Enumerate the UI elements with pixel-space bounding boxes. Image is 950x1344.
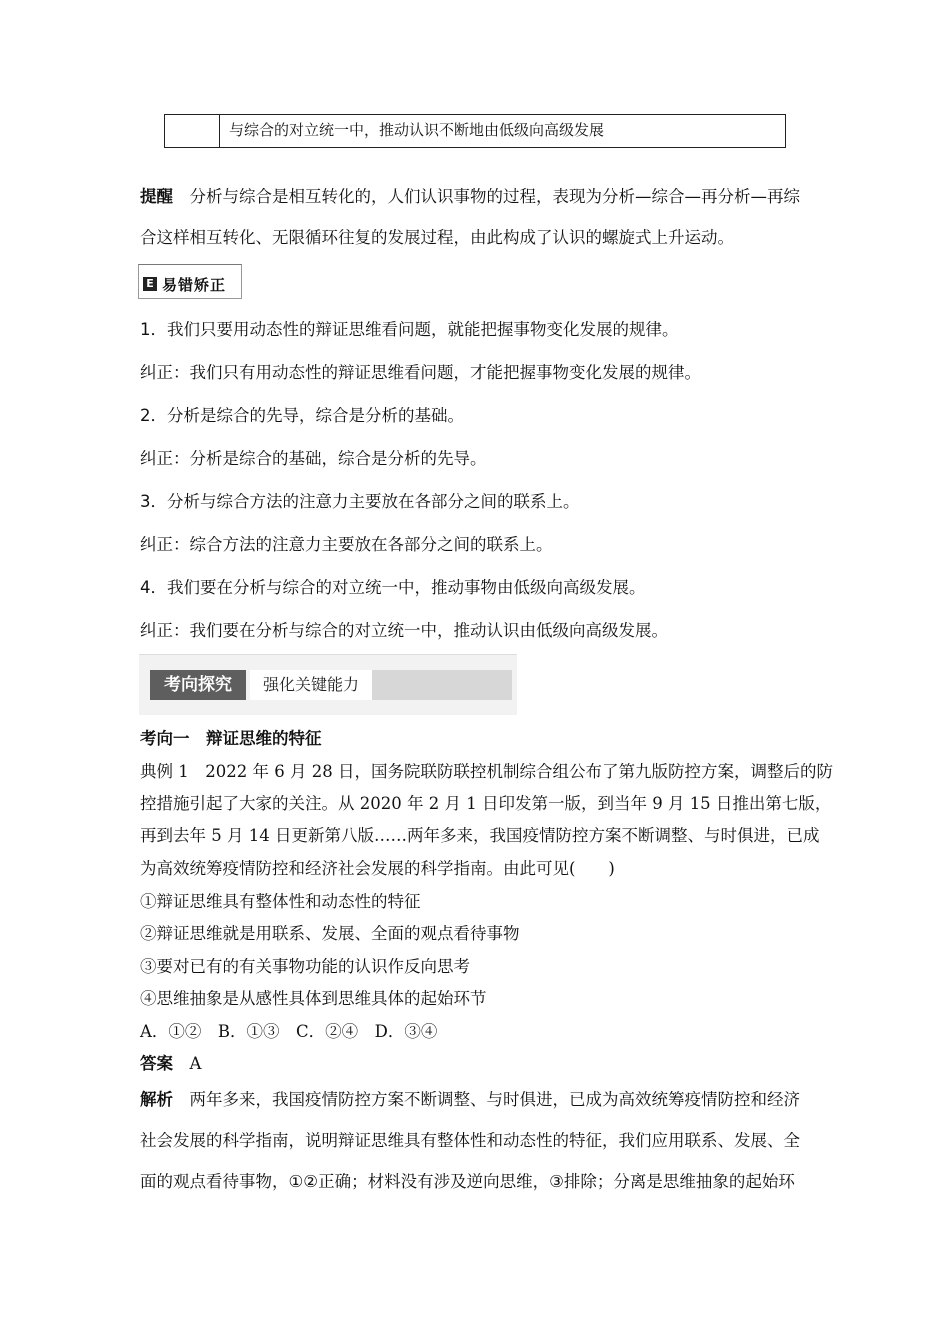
answer-line	[140, 1050, 201, 1074]
correction-4	[140, 617, 668, 641]
direction-title: 辩证思维的特征	[206, 729, 322, 748]
table-cell-text: 与综合的对立统一中，推动认识不断地由低级向高级发展	[229, 121, 605, 139]
table-empty-cell	[165, 115, 220, 147]
error-correction-heading	[138, 264, 242, 299]
banner-fill	[372, 670, 512, 700]
answer-label: 答案	[140, 1054, 173, 1073]
correction-2	[140, 445, 487, 469]
analysis-line-3: 面的观点看待事物，①②正确；材料没有涉及逆向思维，③排除；分离是思维抽象的起始环	[140, 1172, 795, 1191]
example-line-1: 典例 1 2022 年 6 月 28 日，国务院联防联控机制综合组公布了第九版防控方案，调整后的防	[140, 762, 833, 781]
tip-line-2: 合这样相互转化、无限循环往复的发展过程，由此构成了认识的螺旋式上升运动。	[140, 228, 734, 247]
example-line-2: 控措施引起了大家的关注。从 2020 年 2 月 1 日印发第一版，到当年 9 月 15 日推出第七版，	[140, 794, 832, 813]
option-1: ①辩证思维具有整体性和动态性的特征	[140, 892, 421, 911]
direction-label: 考向一	[140, 729, 190, 748]
error-statement-4: 4．我们要在分析与综合的对立统一中，推动事物由低级向高级发展。	[140, 578, 646, 597]
error-statement-1: 1．我们只要用动态性的辩证思维看问题，就能把握事物变化发展的规律。	[140, 320, 679, 339]
tip-line-1	[140, 183, 800, 207]
analysis-label: 解析	[140, 1090, 173, 1109]
option-3: ③要对已有的有关事物功能的认识作反向思考	[140, 957, 470, 976]
section-banner	[139, 654, 517, 715]
answer-value: A	[189, 1054, 202, 1073]
tip-label: 提醒	[140, 187, 173, 206]
correction-label: 纠正：	[140, 621, 190, 640]
error-statement-3: 3．分析与综合方法的注意力主要放在各部分之间的联系上。	[140, 492, 580, 511]
error-correction-title: 易错矫正	[162, 276, 227, 294]
direction-heading	[140, 725, 322, 749]
analysis-text-1: 两年多来，我国疫情防控方案不断调整、与时俱进，已成为高效统筹疫情防控和经济	[189, 1090, 800, 1109]
example-line-3: 再到去年 5 月 14 日更新第八版……两年多来，我国疫情防控方案不断调整、与时俱进，已成	[140, 826, 820, 845]
option-2: ②辩证思维就是用联系、发展、全面的观点看待事物	[140, 924, 520, 943]
example-line-4: 为高效统筹疫情防控和经济社会发展的科学指南。由此可见( )	[140, 859, 615, 878]
banner-right: 强化关键能力	[250, 670, 372, 700]
option-4: ④思维抽象是从感性具体到思维具体的起始环节	[140, 989, 487, 1008]
correction-1	[140, 359, 701, 383]
analysis-line-2: 社会发展的科学指南，说明辩证思维具有整体性和动态性的特征，我们应用联系、发展、全	[140, 1131, 800, 1150]
tip-text-1: 分析与综合是相互转化的，人们认识事物的过程，表现为分析—综合—再分析—再综	[189, 187, 800, 206]
error-statement-2: 2．分析是综合的先导，综合是分析的基础。	[140, 406, 464, 425]
correction-text: 综合方法的注意力主要放在各部分之间的联系上。	[189, 535, 553, 554]
correction-label: 纠正：	[140, 449, 190, 468]
table-fragment	[164, 114, 786, 148]
correction-label: 纠正：	[140, 535, 190, 554]
correction-text: 我们要在分析与综合的对立统一中，推动认识由低级向高级发展。	[189, 621, 668, 640]
banner-left: 考向探究	[150, 670, 246, 700]
correction-text: 我们只有用动态性的辩证思维看问题，才能把握事物变化发展的规律。	[189, 363, 701, 382]
correction-label: 纠正：	[140, 363, 190, 382]
analysis-line-1	[140, 1086, 800, 1110]
correction-3	[140, 531, 553, 555]
choices: A．①② B．①③ C．②④ D．③④	[140, 1022, 438, 1041]
correction-text: 分析是综合的基础，综合是分析的先导。	[189, 449, 487, 468]
e-icon: E	[143, 277, 157, 291]
